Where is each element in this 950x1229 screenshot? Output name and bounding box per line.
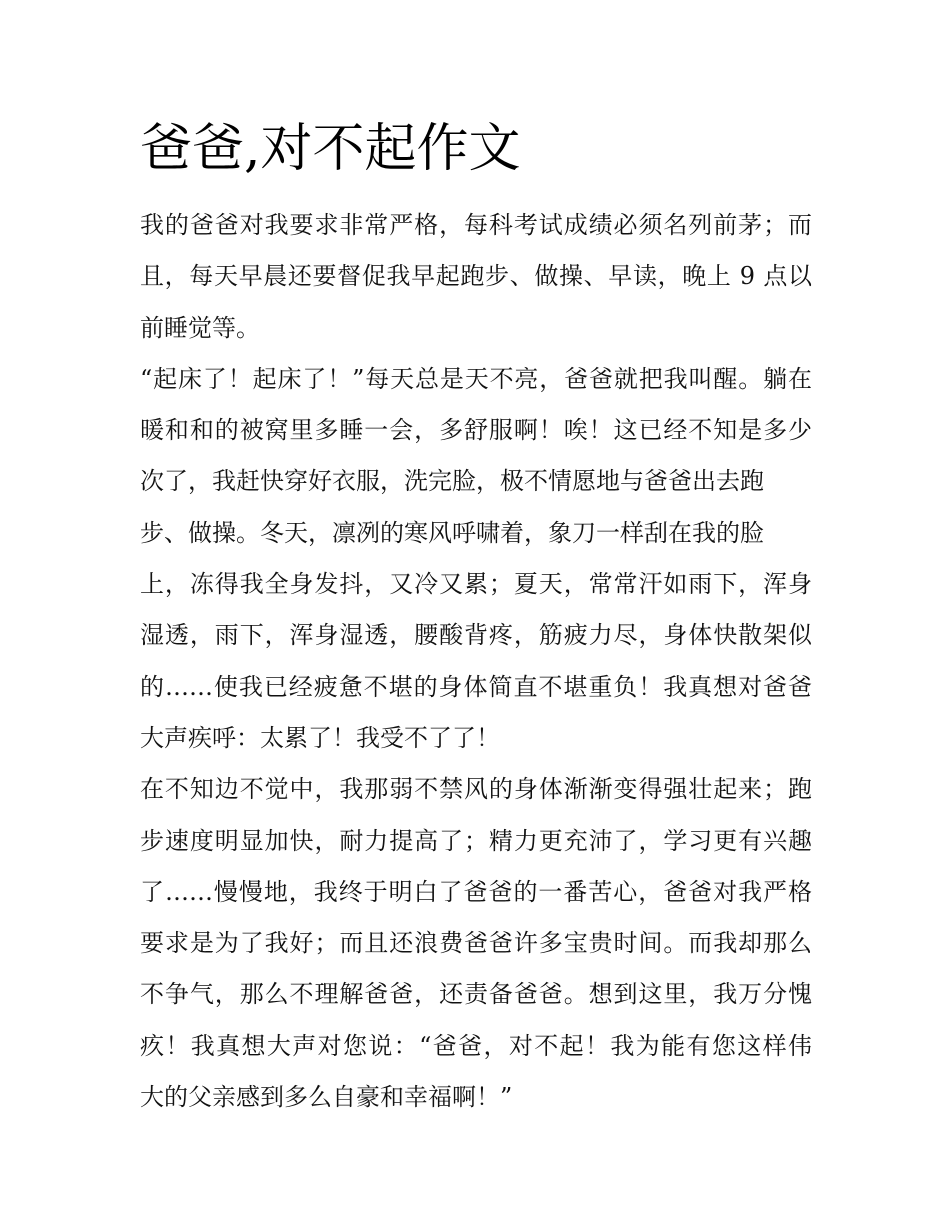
text-line: 前睡觉等。 bbox=[140, 313, 260, 342]
text-line: 步速度明显加快，耐力提高了；精力更充沛了，学习更有兴趣 bbox=[140, 826, 812, 855]
text-line: 次了，我赶快穿好衣服，洗完脸，极不情愿地与爸爸出去跑 bbox=[140, 467, 764, 496]
text-line: 的……使我已经疲惫不堪的身体简直不堪重负！我真想对爸爸 bbox=[140, 672, 812, 701]
text-line: 大声疾呼：太累了！我受不了了！ bbox=[140, 723, 500, 752]
text-line: 步、做操。冬天，凛冽的寒风呼啸着，象刀一样刮在我的脸 bbox=[140, 518, 764, 547]
text-line: 上，冻得我全身发抖，又冷又累；夏天，常常汗如雨下，浑身 bbox=[140, 570, 812, 599]
text-line: 不争气，那么不理解爸爸，还责备爸爸。想到这里，我万分愧 bbox=[140, 980, 812, 1009]
text-line: 疚！我真想大声对您说：“爸爸，对不起！我为能有您这样伟 bbox=[140, 1031, 812, 1060]
text-line: 在不知边不觉中，我那弱不禁风的身体渐渐变得强壮起来；跑 bbox=[140, 775, 812, 804]
text-line: 暖和和的被窝里多睡一会，多舒服啊！唉！这已经不知是多少 bbox=[140, 416, 812, 445]
essay-body bbox=[140, 200, 812, 1123]
text-line: 大的父亲感到多么自豪和幸福啊！” bbox=[140, 1083, 513, 1112]
text-line: “起床了！起床了！”每天总是天不亮，爸爸就把我叫醒。躺在 bbox=[140, 364, 812, 393]
text-line: 且，每天早晨还要督促我早起跑步、做操、早读，晚上 9 点以 bbox=[140, 262, 812, 291]
page-title: 爸爸,对不起作文 bbox=[140, 119, 521, 179]
text-line: 要求是为了我好；而且还浪费爸爸许多宝贵时间。而我却那么 bbox=[140, 929, 812, 958]
text-line: 我的爸爸对我要求非常严格，每科考试成绩必须名列前茅；而 bbox=[140, 211, 812, 239]
text-line: 湿透，雨下，浑身湿透，腰酸背疼，筋疲力尽，身体快散架似 bbox=[140, 621, 812, 650]
text-line: 了……慢慢地，我终于明白了爸爸的一番苦心，爸爸对我严格 bbox=[140, 877, 812, 906]
